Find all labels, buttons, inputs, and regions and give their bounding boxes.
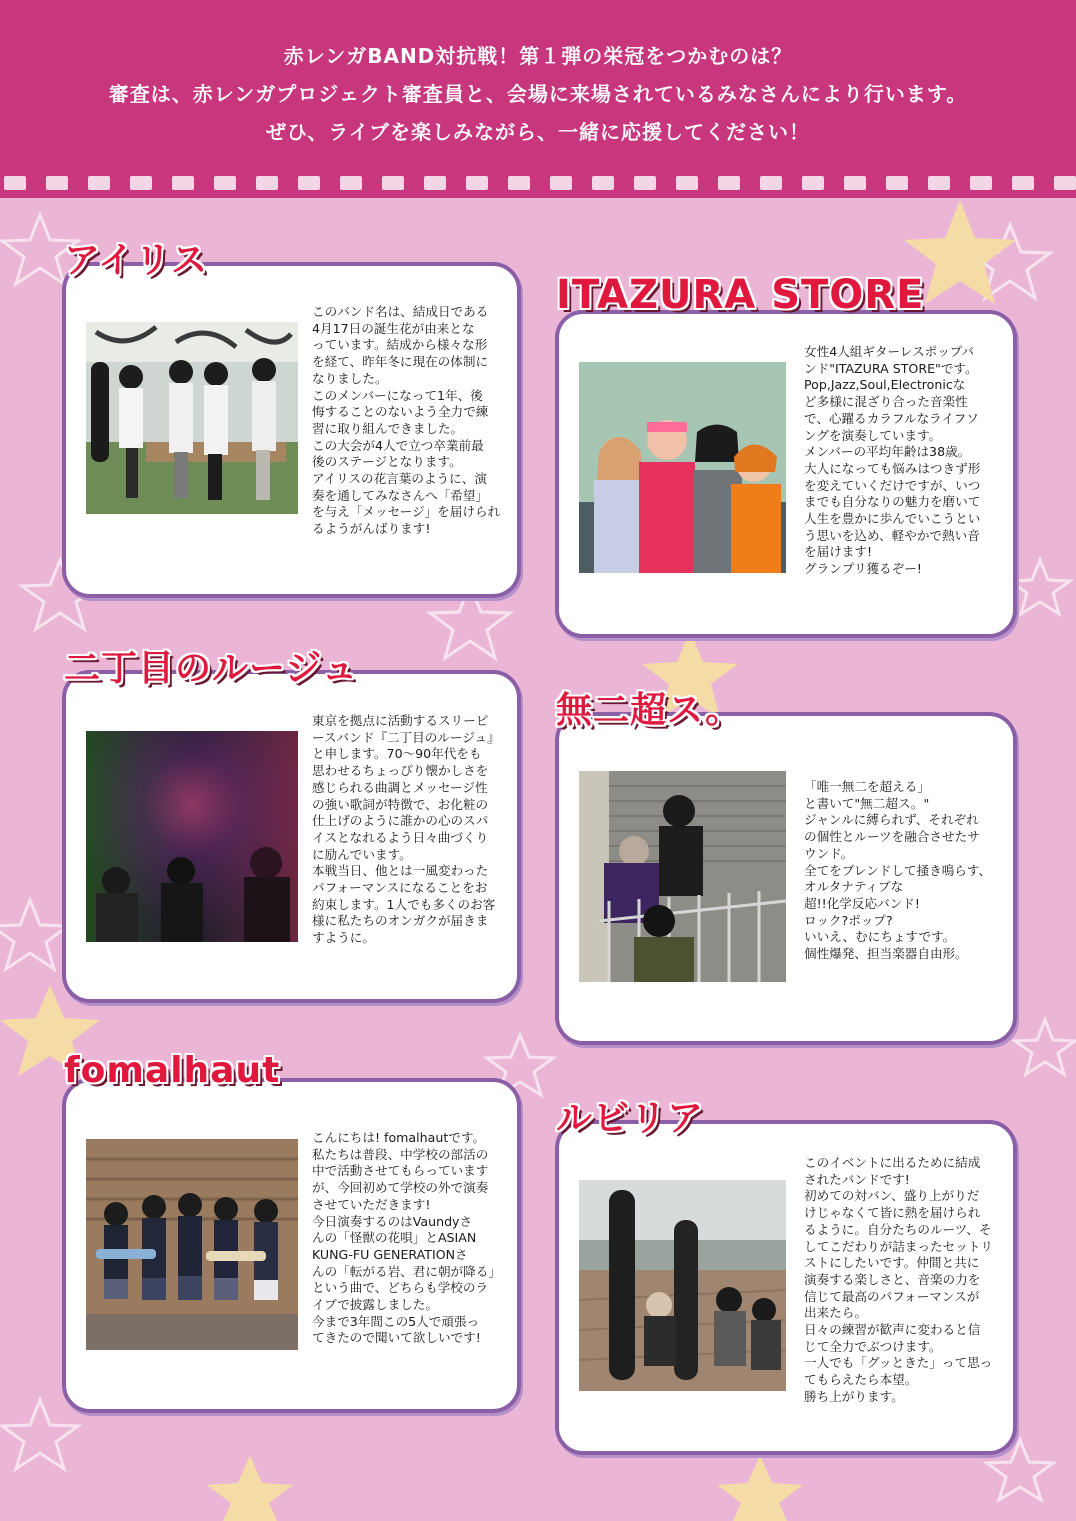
band-photo-muni-chosu [579,771,786,982]
band-photo-icon [86,322,298,514]
band-title-itazura-store: ITAZURA STORE [556,272,925,318]
band-title-fomalhaut: fomalhaut [64,1050,281,1091]
band-photo-icon [579,1180,786,1391]
band-description-muni-chosu: 「唯一無二を超える」 と書いて"無二超ス。" ジャンルに縛られず、それぞれ の個性とルーツを融合させたサ ウンド。 全てをブレンドして掻き鳴らす、 オルタナティブな 超!!化学反応バンド! ロック?ポップ? いいえ、むにちょすです。 個性爆発、担当楽器自由形。 [804,779,992,962]
band-title-rubiria: ルビリア [556,1098,705,1139]
header-line-1: 赤レンガBAND対抗戦！第１弾の栄冠をつかむのは？ [283,44,793,68]
band-description-iris: このバンド名は、結成日である 4月17日の誕生花が由来とな っています。結成から様々な形 を経て、昨年冬に現在の体制に なりました。 このメンバーになって1年、後 悔することのないよう全力で練 習に取り組んできました。 この大会が4人で立つ卒業前最 後のステージとなります。 アイリスの花言葉のように、演 奏を通してみなさんへ「希望」 を与え「メッセージ」を届けられ るようがんばります! [312,304,501,537]
band-description-itazura-store: 女性4人組ギターレスポップバ ンド"ITAZURA STORE"です。 Pop,Jazz,Soul,Electronicな ど多様に混ざり合った音楽性 で、心躍るカラフルなライフソ ングを演奏しています。 メンバーの平均年齢は38歳。 大人になっても悩みはつきず形 を変えていくだけですが、いつ までも自分なりの魅力を磨いて 人生を豊かに歩んでいこうとい う思いを込め、軽やかで熱い音 を届けます! グランプリ獲るぞー! [804,344,981,577]
band-photo-icon [86,1139,298,1350]
band-photo-icon [579,771,786,982]
band-description-nichome-no-rouge: 東京を拠点に活動するスリーピ ースバンド『二丁目のルージュ』 と申します。70〜90年代をも 思わせるちょっぴり懐かしさを 感じられる曲調とメッセージ性 の強い歌詞が特徴で、お化粧の 仕上げのように誰かの心のスパ イスとなれるよう日々曲づくり に励んでいます。 本戦当日、他とは一風変わった パフォーマンスになることをお 約束します。1人でも多くのお客 様に私たちのオンガクが届きま すように。 [312,713,500,946]
band-title-iris: アイリス [64,240,209,281]
band-photo-nichome-no-rouge [86,731,298,942]
band-photo-icon [86,731,298,942]
band-description-fomalhaut: こんにちは! fomalhautです。 私たちは普段、中学校の部活の 中で活動させてもらっています が、今回初めて学校の外で演奏 させていただきます! 今日演奏するのはVaundyさ んの「怪獣の花唄」とASIAN KUNG-FU GENERATIONさ んの「転がる岩、君に朝が降る」 という曲で、どちらも学校のラ イブで披露しました。 今まで3年間この5人で頑張っ てきたので聞いて欲しいです! [312,1130,501,1346]
band-title-muni-chosu: 無二超ス。 [556,690,743,731]
band-photo-itazura-store [579,362,786,573]
band-title-nichome-no-rouge: 二丁目のルージュ [64,648,359,689]
band-photo-rubiria [579,1180,786,1391]
band-photo-iris [86,322,298,514]
band-photo-icon [579,362,786,573]
header-line-2: 審査は、赤レンガプロジェクト審査員と、会場に来場されているみなさんにより行います。 [108,82,968,106]
band-description-rubiria: このイベントに出るために結成 されたバンドです! 初めての対バン、盛り上がりだ けじゃなくて皆に熱を届けられ るように。自分たちのルーツ、そ してこだわりが詰まったセットリ ストにしたいです。仲間と共に 演奏する楽しさと、音楽の力を 信じて最高のパフォーマンスが 出来たら。 日々の練習が歓声に変わると信 じて全力でぶつけます。 一人でも「グッときた」って思っ てもらえたら本望。 勝ち上がります。 [804,1155,993,1404]
band-photo-fomalhaut [86,1139,298,1350]
header-line-3: ぜひ、ライブを楽しみながら、一緒に応援してください！ [266,120,810,144]
